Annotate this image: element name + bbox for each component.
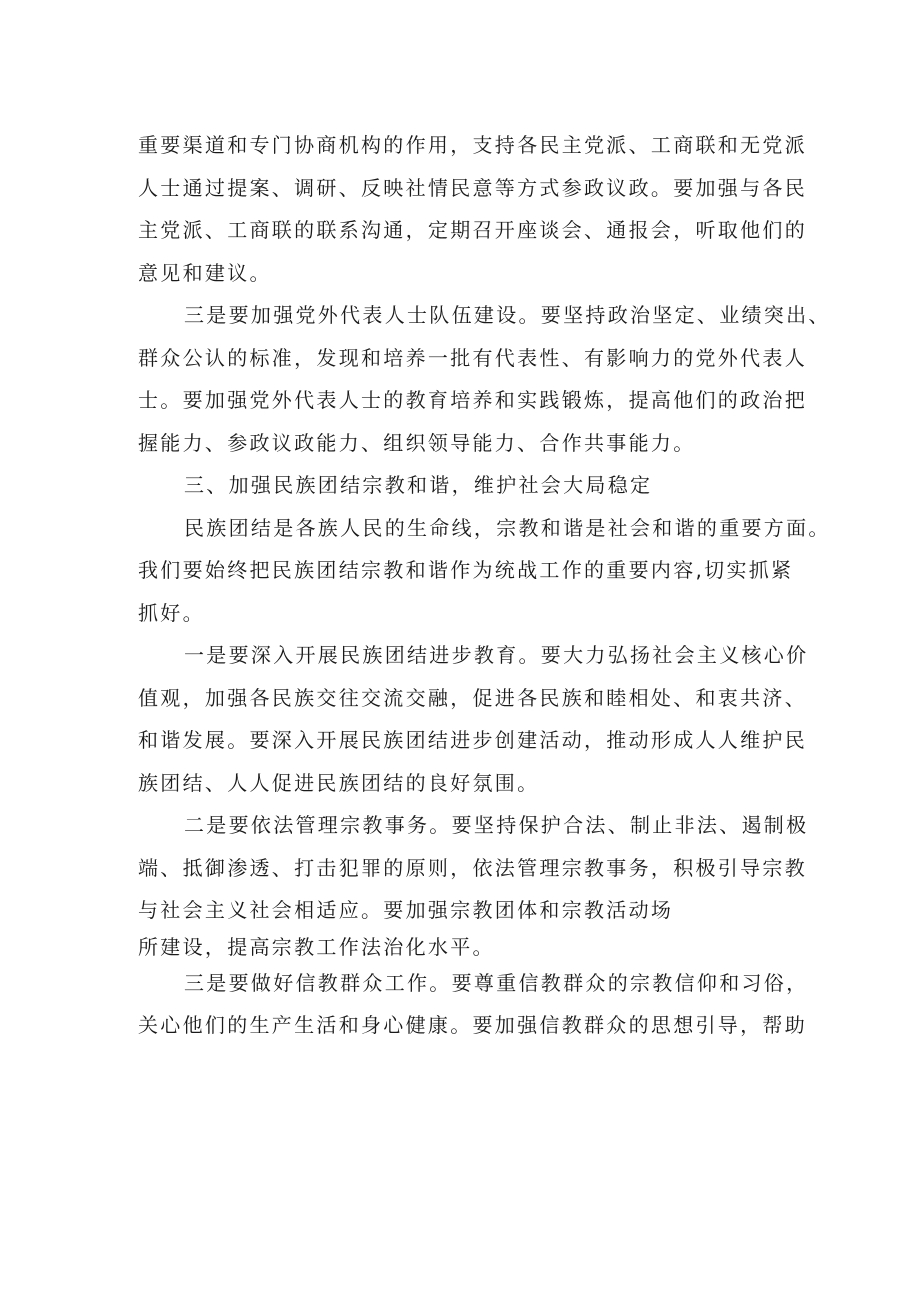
paragraph-start-line: 三是要加强党外代表人士队伍建设。要坚持政治坚定、业绩突出、 [184,303,831,327]
text-line: 我们要始终把民族团结宗教和谐作为统战工作的重要内容,切实抓紧 [138,558,794,582]
text-line: 和谐发展。要深入开展民族团结进步创建活动，推动形成人人维护民 [138,728,807,752]
text-line: 意见和建议。 [138,260,272,285]
text-line: 族团结、人人促进民族团结的良好氛围。 [138,770,540,795]
section-heading: 三、加强民族团结宗教和谐，维护社会大局稳定 [184,473,653,497]
text-line: 群众公认的标准，发现和培养一批有代表性、有影响力的党外代表人 [138,345,807,370]
paragraph-start-line: 三是要做好信教群众工作。要尊重信教群众的宗教信仰和习俗， [184,970,809,995]
paragraph-start-line: 民族团结是各族人民的生命线，宗教和谐是社会和谐的重要方面。 [184,515,831,540]
text-line: 与社会主义社会相适应。要加强宗教团体和宗教活动场 [138,898,674,922]
text-line: 所建设，提高宗教工作法治化水平。 [138,934,495,959]
text-line: 重要渠道和专门协商机构的作用，支持各民主党派、工商联和无党派 [138,133,807,157]
text-line: 握能力、参政议政能力、组织领导能力、合作共事能力。 [138,430,696,455]
body-text [138,124,831,1047]
text-line: 士。要加强党外代表人士的教育培养和实践锻炼，提高他们的政治把 [138,388,807,412]
text-line: 人士通过提案、调研、反映社情民意等方式参政议政。要加强与各民 [138,175,807,200]
text-line: 抓好。 [138,600,205,625]
paragraph-start-line: 二是要依法管理宗教事务。要坚持保护合法、制止非法、遏制极 [184,813,809,837]
paragraph-start-line: 一是要深入开展民族团结进步教育。要大力弘扬社会主义核心价 [184,643,809,667]
text-line: 主党派、工商联的联系沟通，定期召开座谈会、通报会，听取他们的 [138,218,807,242]
text-line: 关心他们的生产生活和身心健康。要加强信教群众的思想引导，帮助 [138,1013,807,1037]
text-line: 端、抵御渗透、打击犯罪的原则，依法管理宗教事务，积极引导宗教 [138,855,807,880]
text-line: 值观，加强各民族交往交流交融，促进各民族和睦相处、和衷共济、 [138,685,807,710]
